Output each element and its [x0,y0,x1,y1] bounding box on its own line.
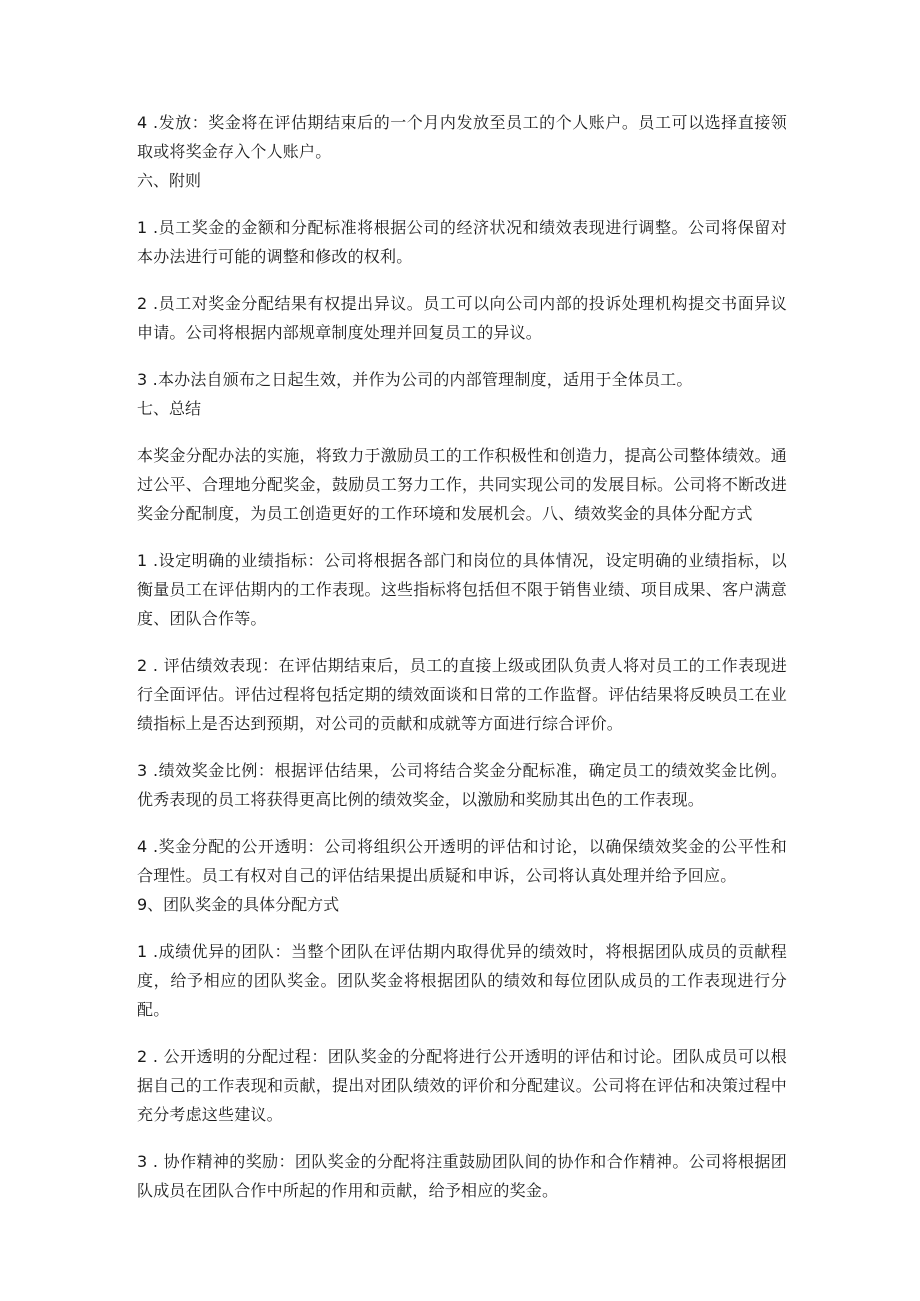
paragraph-bonus-ratio: 3 .绩效奖金比例：根据评估结果，公司将结合奖金分配标准，确定员工的绩效奖金比例。优秀表现的员工将获得更高比例的绩效奖金，以激励和奖励其出色的工作表现。 [137,761,787,809]
paragraph-performance-indicators: 1 .设定明确的业绩指标：公司将根据各部门和岗位的具体情况，设定明确的业绩指标，以衡量员工在评估期内的工作表现。这些指标将包括但不限于销售业绩、项目成果、客户满意度、团队合作等。 [137,551,787,628]
paragraph-team-excellence: 1 .成绩优异的团队：当整个团队在评估期内取得优异的绩效时，将根据团队成员的贡献程度，给予相应的团队奖金。团队奖金将根据团队的绩效和每位团队成员的工作表现进行分配。 [137,942,787,1019]
paragraph-team-collaboration: 3 . 协作精神的奖励：团队奖金的分配将注重鼓励团队间的协作和合作精神。公司将根据团队成员在团队合作中所起的作用和贡献，给予相应的奖金。 [137,1152,787,1200]
paragraph-team-process: 2 . 公开透明的分配过程：团队奖金的分配将进行公开透明的评估和讨论。团队成员可以根据自己的工作表现和贡献，提出对团队绩效的评价和分配建议。公司将在评估和决策过程中充分考虑这些建议。 [137,1047,787,1124]
section-heading-team-bonus: 9、团队奖金的具体分配方式 [137,895,340,914]
section-heading-summary: 七、总结 [137,399,202,418]
paragraph-effective: 3 .本办法自颁布之日起生效，并作为公司的内部管理制度，适用于全体员工。 [137,370,693,389]
paragraph-transparency: 4 .奖金分配的公开透明：公司将组织公开透明的评估和讨论，以确保绩效奖金的公平性和合理性。员工有权对自己的评估结果提出质疑和申诉，公司将认真处理并给予回应。 [137,837,787,885]
paragraph-summary: 本奖金分配办法的实施，将致力于激励员工的工作积极性和创造力，提高公司整体绩效。通过公平、合理地分配奖金，鼓励员工努力工作，共同实现公司的发展目标。公司将不断改进奖金分配制度，为员工创造更好的工作环境和发展机会。八、绩效奖金的具体分配方式 [137,446,787,523]
document-body [137,108,787,1205]
paragraph-disbursement: 4 .发放：奖金将在评估期结束后的一个月内发放至员工的个人账户。员工可以选择直接领取或将奖金存入个人账户。 [137,113,787,161]
section-heading-supplementary: 六、附则 [137,171,202,190]
paragraph-adjustment: 1 .员工奖金的金额和分配标准将根据公司的经济状况和绩效表现进行调整。公司将保留对本办法进行可能的调整和修改的权利。 [137,218,787,266]
paragraph-objection: 2 .员工对奖金分配结果有权提出异议。员工可以向公司内部的投诉处理机构提交书面异议申请。公司将根据内部规章制度处理并回复员工的异议。 [137,294,787,342]
paragraph-performance-evaluation: 2 . 评估绩效表现：在评估期结束后，员工的直接上级或团队负责人将对员工的工作表现进行全面评估。评估过程将包括定期的绩效面谈和日常的工作监督。评估结果将反映员工在业绩指标上是否达到预期，对公司的贡献和成就等方面进行综合评价。 [137,656,787,733]
